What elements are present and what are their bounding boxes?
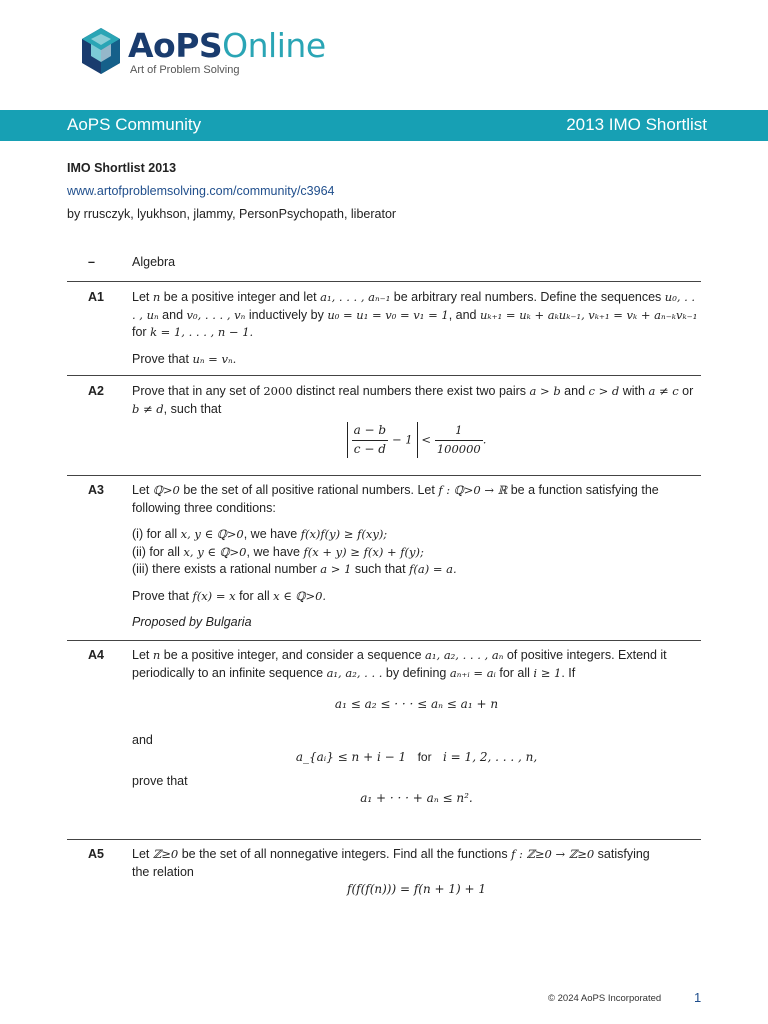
- section-header: [67, 254, 701, 272]
- aops-logo: [80, 26, 326, 76]
- aops-cube-icon: [80, 26, 122, 76]
- display-equation: a₁ ≤ a₂ ≤ · · · ≤ aₙ ≤ a₁ + n: [334, 697, 499, 711]
- display-inequality: $\frac{a - b}{c - d}$ − 1 < $\frac{1}{100000}$ .: [132, 422, 701, 458]
- problem-label: A3: [88, 483, 104, 497]
- divider: [67, 375, 701, 376]
- display-equation: a₁ + · · · + aₙ ≤ n².: [360, 791, 473, 805]
- problem-a3: A3 Let ℚ>0 be the set of all positive rational numbers. Let f : ℚ>0 → ℝ be a function satisfying the following three conditions: (i) for all x, y ∈ ℚ>0, we have f(x)f(y) ≥ f(xy); (ii) for all x, y ∈ ℚ>0, we have f(x + y) ≥ f(x) + f(y); (iii) there exists a rational number a > 1 such that f(a) = a. Prove that f(x) = x for all x ∈ ℚ>0. Proposed by Bulgaria: [67, 482, 701, 632]
- display-equation: f(f(f(n))) = f(n + 1) + 1: [347, 882, 486, 896]
- authors: by rrusczyk, lyukhson, jlammy, PersonPsychopath, liberator: [67, 207, 397, 221]
- divider: [67, 839, 701, 840]
- logo-wordmark: AoPSOnline: [128, 26, 326, 65]
- community-link[interactable]: www.artofproblemsolving.com/community/c3964: [67, 184, 335, 198]
- header-banner: [0, 110, 768, 141]
- problem-a1: A1 Let n be a positive integer and let a₁, . . . , aₙ₋₁ be arbitrary real numbers. Define the sequences u₀, . . . , uₙ and v₀, . . . , vₙ inductively by u₀ = u₁ = v₀ = v₁ = 1, and uₖ₊₁ = uₖ + aₖuₖ₋₁, vₖ₊₁ = vₖ + aₙ₋ₖvₖ₋₁ for k = 1, . . . , n − 1. Prove that uₙ = vₙ.: [88, 290, 698, 366]
- copyright: © 2024 AoPS Incorporated: [548, 993, 662, 1004]
- banner-community: AoPS Community: [67, 115, 202, 134]
- problem-label: A2: [88, 384, 104, 398]
- divider: [67, 640, 701, 641]
- section-name: Algebra: [132, 255, 176, 269]
- document-meta: [67, 157, 396, 226]
- problem-label: A5: [88, 847, 104, 861]
- problem-label: A1: [88, 290, 104, 304]
- problem-a2: A2 Prove that in any set of 2000 distinct real numbers there exist two pairs a > b and c > d with a ≠ c or b ≠ d, such that $\frac{a - b}{c - d}$ − 1 < $\frac{1}{100000}$ .: [67, 383, 701, 458]
- document-title: IMO Shortlist 2013: [67, 161, 177, 175]
- logo-tagline: Art of Problem Solving: [130, 64, 240, 76]
- proposed-by: Proposed by Bulgaria: [132, 615, 252, 629]
- problem-a4: A4 Let n be a positive integer, and consider a sequence a₁, a₂, . . . , aₙ of positive integers. Extend it periodically to an infinite sequence a₁, a₂, . . . by defining aₙ₊ᵢ = aᵢ for all i ≥ 1. If a₁ ≤ a₂ ≤ · · · ≤ aₙ ≤ a₁ + n and a_{aᵢ} ≤ n + i − 1 for i = 1, 2, . . . , n, prove that a₁ + · · · + aₙ ≤ n².: [67, 647, 701, 808]
- section-label: –: [88, 255, 95, 269]
- divider: [67, 475, 701, 476]
- problem-label: A4: [88, 648, 104, 662]
- page-number: 1: [694, 990, 702, 1005]
- divider: [67, 281, 701, 282]
- problem-a5: A5 Let ℤ≥0 be the set of all nonnegative integers. Find all the functions f : ℤ≥0 → ℤ≥0 satisfying the relation f(f(f(n))) = f(n + 1) + 1: [67, 846, 701, 899]
- banner-contest: 2013 IMO Shortlist: [566, 115, 707, 134]
- display-equation: a_{aᵢ} ≤ n + i − 1 for i = 1, 2, . . . , n,: [295, 750, 538, 764]
